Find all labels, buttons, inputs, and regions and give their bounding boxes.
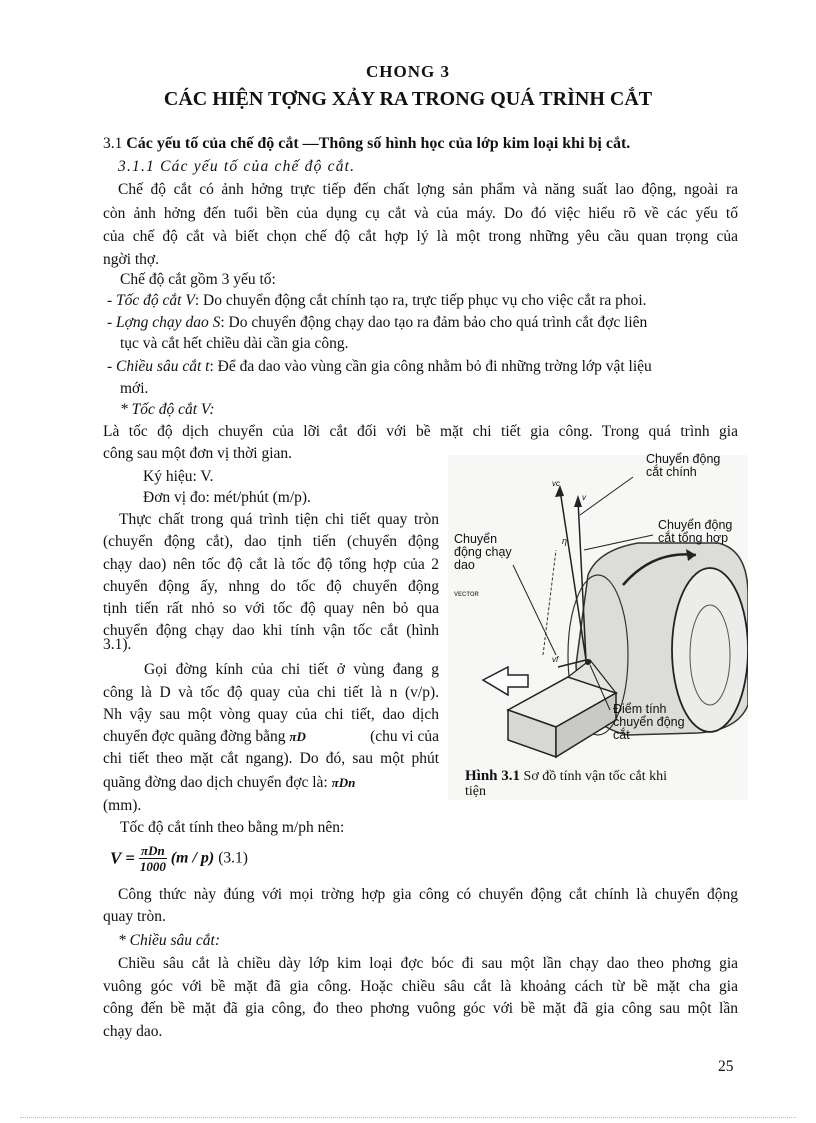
formula-intro: Tốc độ cắt tính theo bằng m/ph nên: (120, 819, 345, 836)
formula-fraction (139, 843, 167, 874)
figure-caption (465, 769, 745, 799)
body-line: Chiều sâu cắt là chiều dày lớp kim loại đợc bóc đi sau một lần chạy dao theo phơng gia (118, 955, 738, 972)
body-line: 3.1). (103, 636, 132, 653)
formula-lhs: V = (110, 848, 135, 868)
turning-diagram (448, 452, 748, 800)
factor-text: tục và cắt hết chiều dài cần gia công. (120, 335, 349, 352)
body-line: chuyển động chạy dao khi tính vận tốc cắt (hình (103, 622, 439, 639)
body-line: Gọi đờng kính của chi tiết ở vùng đang g (144, 661, 439, 678)
formula-tag: (3.1) (218, 849, 248, 867)
factor-label: - Chiều sâu cắt t (107, 358, 210, 375)
factor-text: : Do chuyển động chạy dao tạo ra đảm bảo cho quá trình cắt đợc liên (220, 314, 648, 331)
label-resultant-motion: Chuyển động cắt tổng hợp (658, 518, 733, 545)
label-cut-motion: Chuyển động cắt chính (646, 452, 721, 479)
chapter-title: CÁC HIỆN TỢNG XẢY RA TRONG QUÁ TRÌNH CẮT (163, 88, 653, 110)
factor-item (107, 290, 647, 312)
formula-denominator: 1000 (139, 859, 166, 874)
subsection-heading: 3.1.1 Các yếu tố của chế độ cắt. (118, 158, 356, 175)
body-fragment: chuyển đợc quãng đờng bằng (103, 728, 286, 745)
body-line: (mm). (103, 797, 142, 814)
body-line: tịnh tiến rất nhỏ so với tốc độ quay nên bỏ qua (103, 600, 439, 617)
chapter-number: CHONG 3 (366, 62, 450, 81)
body-line: chi tiết theo mặt cắt ngang). Do đó, sau một phút (103, 750, 439, 767)
depth-heading: * Chiều sâu cắt: (118, 932, 221, 949)
symbol-line: Ký hiệu: V. (143, 468, 214, 485)
label-vc: vc (552, 479, 560, 488)
caption-text-2: tiện (465, 784, 486, 799)
body-line (103, 726, 439, 748)
body-line: công sau một đơn vị thời gian. (103, 445, 293, 462)
cutting-point (585, 659, 591, 665)
factor-text: : Để đa dao vào vùng cần gia công nhằm bỏ đi những trờng lớp vật liệu (209, 358, 652, 375)
body-fragment: quãng đờng dao dịch chuyển đợc là: (103, 774, 328, 791)
body-line: công là D và tốc độ quay của chi tiết là n (v/p). (103, 684, 439, 701)
formula-unit: (m / p) (170, 849, 215, 867)
body-line: công đến bề mặt đã gia công, đo theo phơng vuông góc với bề mặt đã gia công sau một lần (103, 1000, 738, 1017)
label-vector: VECTOR (454, 592, 479, 598)
factor-item (107, 312, 647, 334)
section-heading-text: Các yếu tố của chế độ cắt —Thông số hình học của lớp kim loại khi bị cắt. (126, 135, 631, 152)
body-line: Là tốc độ dịch chuyển của lỡi cắt đối với bề mặt chi tiết gia công. Trong quá trình gia (103, 423, 738, 440)
body-line: chạy dao) nên tốc độ cắt là tốc độ tổng hợp của 2 (103, 556, 439, 573)
section-heading-number: 3.1 (103, 135, 127, 152)
body-fragment: (chu vi của (370, 728, 439, 745)
factor-item (120, 333, 349, 355)
label-eta: η (562, 536, 567, 546)
body-line: Chế độ cắt có ảnh hởng trực tiếp đến chất lợng sản phẩm và năng suất lao động, ngoài ra (118, 181, 738, 198)
body-line: của chế độ cắt và biết chọn chế độ cắt hợp lý là một trong những yêu cầu quan trọng của (103, 228, 738, 245)
body-line: Công thức này đúng với mọi trờng hợp gia công có chuyển động cắt chính là chuyển động (118, 886, 738, 903)
body-line: còn ảnh hởng đến tuổi bền của dụng cụ cắt và của máy. Do đó việc hiểu rõ về các yếu tố (103, 205, 738, 222)
body-line: vuông góc với bề mặt đã gia công. Hoặc chiều sâu cắt là khoảng cách từ bề mặt cha gia (103, 978, 738, 995)
label-v: v (582, 493, 586, 502)
body-line: Nh vậy sau một vòng quay của chi tiết, dao dịch (103, 706, 439, 723)
formula (110, 843, 248, 874)
page-number: 25 (718, 1058, 734, 1075)
body-line: Thực chất trong quá trình tiện chi tiết quay tròn (119, 511, 439, 528)
speed-heading: * Tốc độ cắt V: (120, 401, 215, 418)
body-line: (chuyển động cắt), dao tịnh tiến (chuyển động (103, 533, 439, 550)
figure-3-1 (448, 452, 748, 800)
pi-d-symbol: πD (289, 729, 306, 744)
factor-text: mới. (120, 380, 149, 397)
caption-text: Sơ đồ tính vận tốc cắt khi (520, 769, 668, 784)
formula-numerator: πDn (140, 843, 165, 858)
body-line: ngời thợ. (103, 251, 160, 268)
factor-item (120, 378, 148, 400)
body-line: chạy dao. (103, 1023, 163, 1040)
caption-number: Hình 3.1 (465, 768, 521, 784)
factor-text: : Do chuyển động cắt chính tạo ra, trực tiếp phục vụ cho việc cắt ra phoi. (194, 292, 647, 309)
factor-label: - Tốc độ cắt V (107, 292, 195, 309)
factor-label: - Lợng chạy dao S (107, 314, 221, 331)
body-line: Chế độ cắt gồm 3 yếu tố: (120, 271, 276, 288)
unit-line: Đơn vị đo: mét/phút (m/p). (143, 489, 311, 506)
body-line: chuyển động ấy, nhng do tốc độ chuyển động (103, 578, 439, 595)
label-feed-motion: Chuyển động chạy dao (454, 532, 512, 572)
label-cutting-point: Điểm tính chuyển động cắt (613, 702, 685, 742)
pi-dn-symbol: πDn (331, 775, 356, 790)
body-line: quay tròn. (103, 908, 166, 925)
label-vf: vf (552, 655, 559, 664)
page-bottom-divider (20, 1117, 796, 1118)
section-heading (103, 133, 630, 155)
factor-item (107, 356, 652, 378)
body-line (103, 772, 355, 794)
